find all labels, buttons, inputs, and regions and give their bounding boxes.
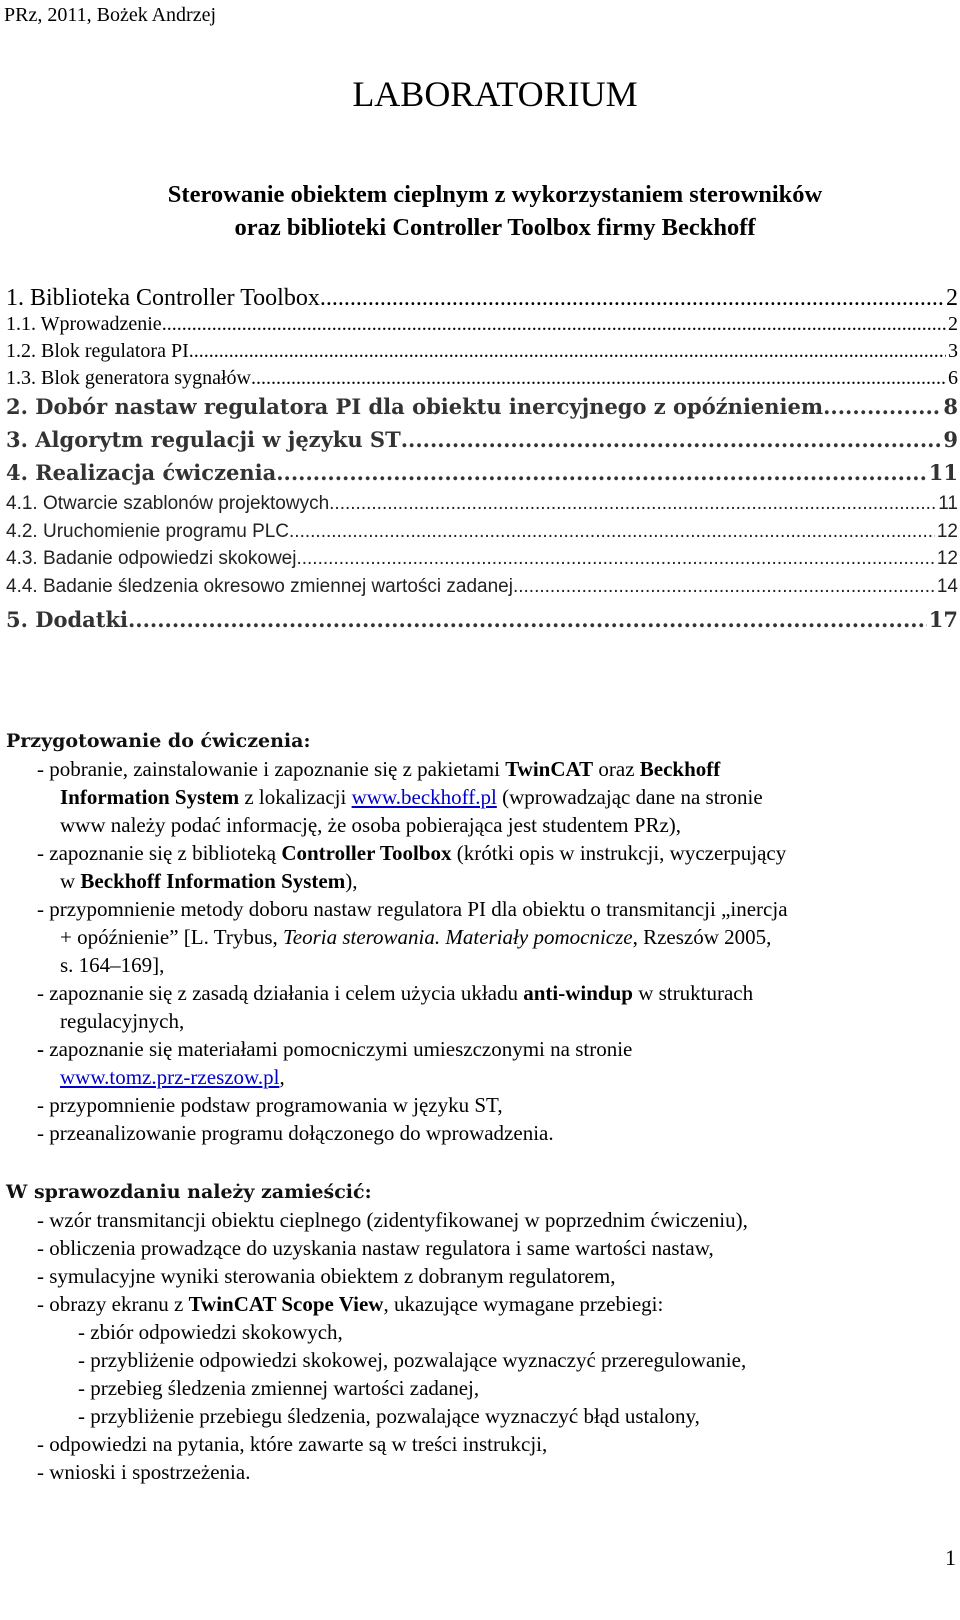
toc-entry[interactable]: 5. Dodatki ..... 17 bbox=[6, 607, 958, 640]
list-item-continuation: s. 164–169], bbox=[60, 953, 165, 977]
toc-entry[interactable]: 1.2. Blok regulatora PI ..... 3 bbox=[6, 340, 958, 367]
list-item: - wnioski i spostrzeżenia. bbox=[37, 1460, 251, 1484]
document-subtitle bbox=[0, 178, 960, 244]
report-section bbox=[6, 1178, 946, 1486]
preparation-section bbox=[6, 727, 946, 1147]
list-item-continuation: Information System z lokalizacji www.beckhoff.pl (wprowadzając dane na stronie bbox=[60, 785, 763, 809]
list-item-continuation: regulacyjnych, bbox=[60, 1009, 185, 1033]
document-title: LABORATORIUM bbox=[352, 74, 638, 114]
list-item-continuation: www należy podać informację, że osoba pobierająca jest studentem PRz), bbox=[60, 813, 682, 837]
list-item-continuation: w Beckhoff Information System), bbox=[60, 869, 358, 893]
list-item: - wzór transmitancji obiektu cieplnego (zidentyfikowanej w poprzednim ćwiczeniu), bbox=[37, 1208, 748, 1232]
list-item: - przypomnienie metody doboru nastaw regulatora PI dla obiektu o transmitancji „inercja bbox=[37, 897, 788, 921]
table-of-contents bbox=[6, 285, 958, 640]
list-item: - odpowiedzi na pytania, które zawarte są w treści instrukcji, bbox=[37, 1432, 548, 1456]
toc-entry[interactable]: 1. Biblioteka Controller Toolbox ..... 2 bbox=[6, 285, 958, 313]
subtitle-line-2: oraz biblioteki Controller Toolbox firmy Beckhoff bbox=[234, 214, 756, 241]
list-item: - przypomnienie podstaw programowania w języku ST, bbox=[37, 1093, 503, 1117]
report-title: W sprawozdaniu należy zamieścić: bbox=[6, 1181, 372, 1203]
toc-entry[interactable]: 4.2. Uruchomienie programu PLC ..... 12 bbox=[6, 521, 958, 549]
toc-entry[interactable]: 4.4. Badanie śledzenia okresowo zmiennej wartości zadanej ..... 14 bbox=[6, 576, 958, 604]
list-item: - obliczenia prowadzące do uzyskania nastaw regulatora i same wartości nastaw, bbox=[37, 1236, 714, 1260]
list-item: - symulacyjne wyniki sterowania obiektem z dobranym regulatorem, bbox=[37, 1264, 616, 1288]
list-item: - zapoznanie się materiałami pomocniczymi umieszczonymi na stronie bbox=[37, 1037, 633, 1061]
list-item: - pobranie, zainstalowanie i zapoznanie się z pakietami TwinCAT oraz Beckhoff bbox=[37, 757, 721, 781]
toc-entry[interactable]: 1.1. Wprowadzenie ..... 2 bbox=[6, 313, 958, 340]
toc-entry[interactable]: 1.3. Blok generatora sygnałów ..... 6 bbox=[6, 367, 958, 394]
page-number: 1 bbox=[945, 1545, 956, 1570]
toc-entry[interactable]: 4. Realizacja ćwiczenia ..... 11 bbox=[6, 460, 958, 493]
sub-list-item: - przebieg śledzenia zmiennej wartości zadanej, bbox=[78, 1376, 480, 1400]
subtitle-line-1: Sterowanie obiektem cieplnym z wykorzystaniem sterowników bbox=[167, 181, 823, 208]
list-item-continuation: + opóźnienie” [L. Trybus, Teoria sterowania. Materiały pomocnicze, Rzeszów 2005, bbox=[60, 925, 772, 949]
beckhoff-link[interactable]: www.beckhoff.pl bbox=[351, 785, 497, 809]
toc-entry[interactable]: 4.3. Badanie odpowiedzi skokowej ..... 12 bbox=[6, 548, 958, 576]
toc-entry[interactable]: 2. Dobór nastaw regulatora PI dla obiektu inercyjnego z opóźnieniem ..... 8 bbox=[6, 394, 958, 427]
sub-list-item: - przybliżenie odpowiedzi skokowej, pozwalające wyznaczyć przeregulowanie, bbox=[78, 1348, 747, 1372]
sub-list-item: - przybliżenie przebiegu śledzenia, pozwalające wyznaczyć błąd ustalony, bbox=[78, 1404, 700, 1428]
list-item: - zapoznanie się z biblioteką Controller Toolbox (krótki opis w instrukcji, wyczerpujący bbox=[37, 841, 787, 865]
list-item: - zapoznanie się z zasadą działania i celem użycia układu anti-windup w strukturach bbox=[37, 981, 754, 1005]
sub-list-item: - zbiór odpowiedzi skokowych, bbox=[78, 1320, 343, 1344]
preparation-title: Przygotowanie do ćwiczenia: bbox=[6, 730, 311, 752]
list-item-continuation: www.tomz.prz-rzeszow.pl, bbox=[60, 1065, 285, 1089]
page-header: PRz, 2011, Bożek Andrzej bbox=[4, 4, 217, 26]
list-item: - obrazy ekranu z TwinCAT Scope View, ukazujące wymagane przebiegi: bbox=[37, 1292, 664, 1316]
tomz-link[interactable]: www.tomz.prz-rzeszow.pl bbox=[60, 1065, 280, 1089]
toc-entry[interactable]: 4.1. Otwarcie szablonów projektowych ..... 11 bbox=[6, 493, 958, 521]
toc-entry[interactable]: 3. Algorytm regulacji w języku ST ..... 9 bbox=[6, 427, 958, 460]
list-item: - przeanalizowanie programu dołączonego do wprowadzenia. bbox=[37, 1121, 554, 1145]
